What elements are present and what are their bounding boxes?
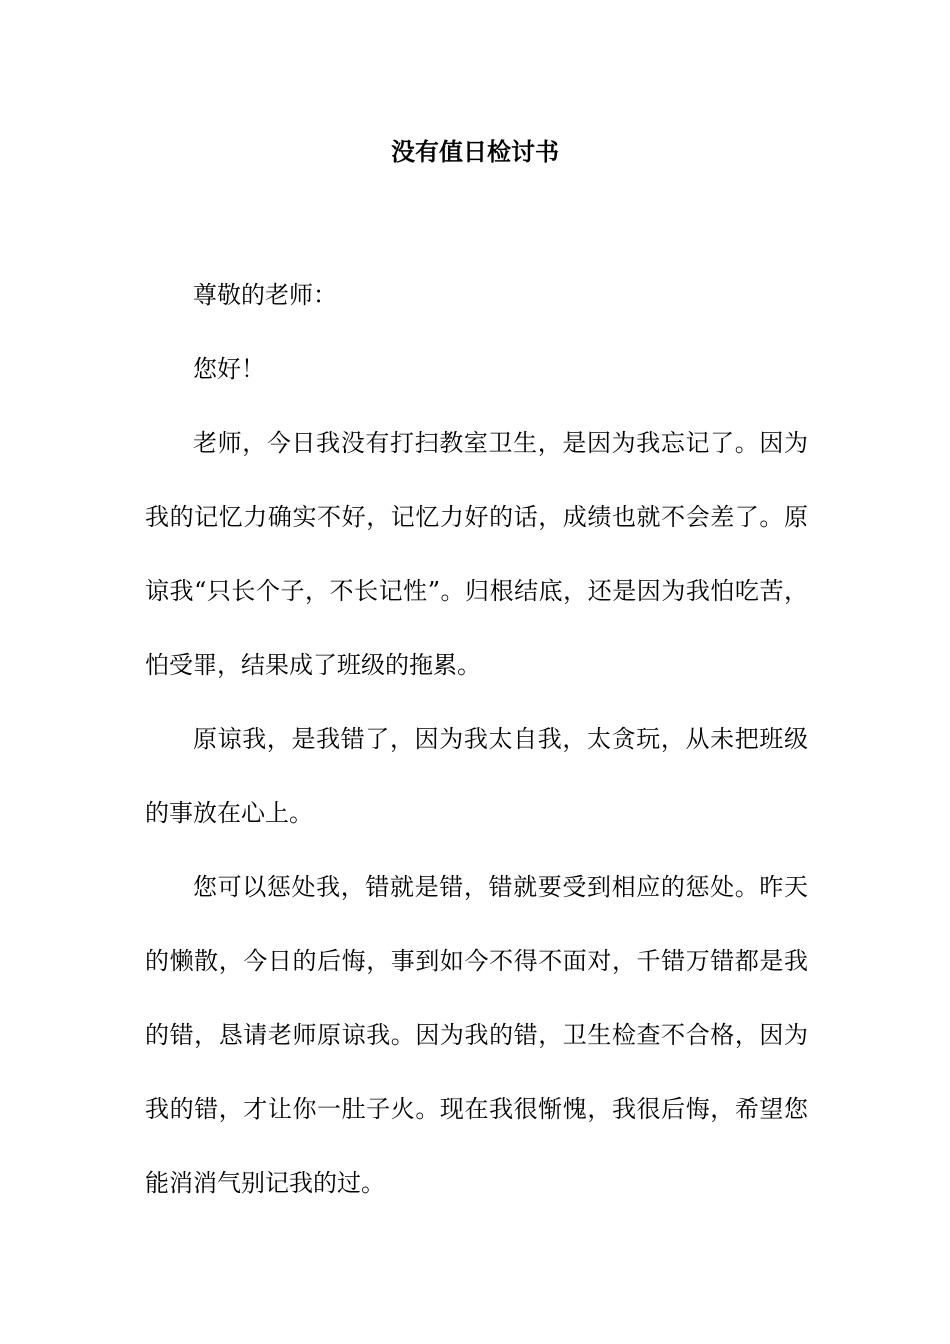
body-paragraph-2: 原谅我，是我错了，因为我太自我，太贪玩，从未把班级的事放在心上。 bbox=[145, 725, 808, 827]
document-body bbox=[145, 258, 808, 1220]
salutation: 尊敬的老师： bbox=[193, 281, 337, 309]
body-paragraph-1: 老师，今日我没有打扫教室卫生，是因为我忘记了。因为我的记忆力确实不好，记忆力好的话，成绩也就不会差了。原谅我“只长个子，不长记性”。归根结底，还是因为我怕吃苦，怕受罪，结果成了班级的拖累。 bbox=[145, 429, 808, 679]
body-paragraph-3: 您可以惩处我，错就是错，错就要受到相应的惩处。昨天的懒散，今日的后悔，事到如今不得不面对，千错万错都是我的错，恳请老师原谅我。因为我的错，卫生检查不合格，因为我的错，才让你一肚子火。现在我很惭愧，我很后悔，希望您能消消气别记我的过。 bbox=[145, 873, 808, 1197]
document-title: 没有值日检讨书 bbox=[391, 137, 559, 166]
greeting: 您好！ bbox=[193, 355, 265, 383]
